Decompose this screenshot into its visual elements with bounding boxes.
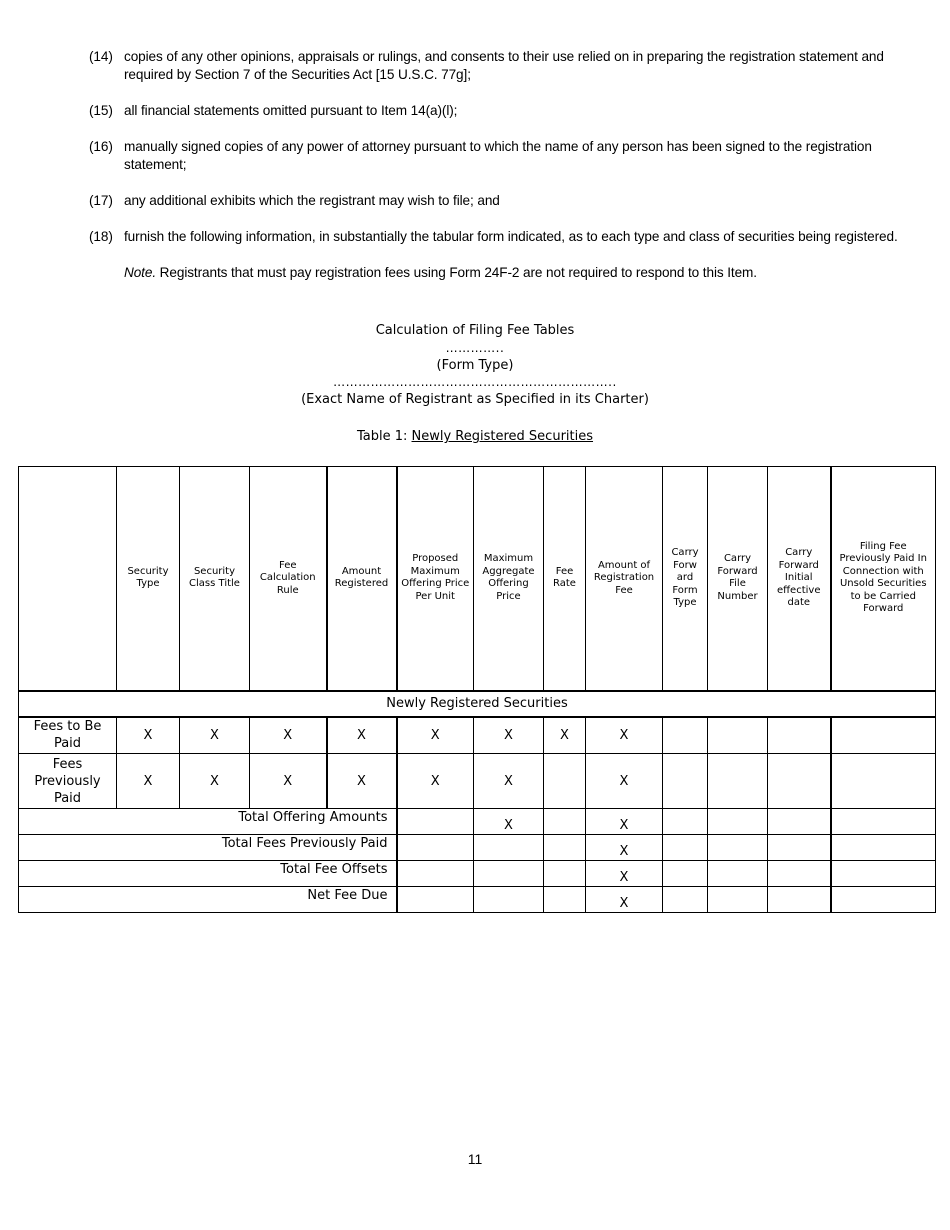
table-cell: X xyxy=(180,754,250,809)
item-text: furnish the following information, in substantially the tabular form indicated, as to each type and class of securities being registered. xyxy=(124,229,898,244)
form-type-label: (Form Type) xyxy=(436,357,514,373)
item-text: all financial statements omitted pursuant to Item 14(a)(l); xyxy=(124,103,458,118)
note-paragraph xyxy=(89,264,909,282)
header-cell: Fee Rate xyxy=(544,467,586,691)
table-cell xyxy=(831,835,936,861)
item-number: (14) xyxy=(89,49,113,64)
totals-label: Total Fees Previously Paid xyxy=(19,835,397,861)
table-cell xyxy=(544,887,586,913)
note-label: Note. xyxy=(124,265,156,280)
table-cell xyxy=(768,809,831,835)
table-cell: X xyxy=(327,717,397,754)
table-cell xyxy=(768,861,831,887)
header-cell: Amount Registered xyxy=(327,467,397,691)
table-row xyxy=(19,754,936,809)
table-cell xyxy=(708,809,768,835)
totals-row xyxy=(19,887,936,913)
table-cell xyxy=(663,861,708,887)
item-number: (17) xyxy=(89,193,113,208)
table-cell xyxy=(708,717,768,754)
fee-table xyxy=(18,466,936,913)
table-cell: X xyxy=(586,809,663,835)
table-cell xyxy=(544,861,586,887)
totals-row xyxy=(19,809,936,835)
heading-title: Calculation of Filing Fee Tables xyxy=(375,323,575,338)
table-cell: X xyxy=(586,887,663,913)
table-cell: X xyxy=(327,754,397,809)
table-cell xyxy=(768,835,831,861)
totals-label: Total Fee Offsets xyxy=(19,861,397,887)
table-cell: X xyxy=(474,809,544,835)
row-label: Fees to Be Paid xyxy=(19,717,117,754)
table-cell: X xyxy=(250,717,327,754)
table-cell xyxy=(474,861,544,887)
table-header-row xyxy=(19,467,936,691)
item-text: copies of any other opinions, appraisals or rulings, and consents to their use relied on in preparing the registration statement and required by Section 7 of the Securities Act [15 U.S.C. 77g]; xyxy=(124,49,884,82)
table-cell xyxy=(831,717,936,754)
table-cell xyxy=(768,754,831,809)
table-cell: X xyxy=(180,717,250,754)
totals-label: Net Fee Due xyxy=(19,887,397,913)
header-cell: Carry Forw ard Form Type xyxy=(663,467,708,691)
table-cell xyxy=(397,809,474,835)
table-cell xyxy=(544,754,586,809)
section-row xyxy=(19,691,936,717)
item-text: manually signed copies of any power of attorney pursuant to which the name of any person has been signed to the registration statement; xyxy=(124,139,872,172)
list-item xyxy=(89,192,909,210)
registrant-name-blank: ………………………………………………………….. xyxy=(333,375,617,389)
exhibit-list xyxy=(89,48,909,282)
header-cell: Carry Forward Initial effective date xyxy=(768,467,831,691)
table-row xyxy=(19,717,936,754)
header-cell: Filing Fee Previously Paid In Connection with Unsold Securities to be Carried Forward xyxy=(831,467,936,691)
table-cell xyxy=(708,835,768,861)
list-item xyxy=(89,138,909,174)
header-cell: Security Class Title xyxy=(180,467,250,691)
form-type-blank: ………….. xyxy=(445,340,505,355)
item-text: any additional exhibits which the registrant may wish to file; and xyxy=(124,193,500,208)
registrant-name-label: (Exact Name of Registrant as Specified in its Charter) xyxy=(301,392,649,407)
table-cell: X xyxy=(586,861,663,887)
table-cell xyxy=(708,754,768,809)
header-cell: Fee Calculation Rule xyxy=(250,467,327,691)
table-cell xyxy=(544,809,586,835)
table-cell xyxy=(663,754,708,809)
section-label: Newly Registered Securities xyxy=(19,691,936,717)
table-cell xyxy=(708,861,768,887)
table-cell: X xyxy=(586,717,663,754)
table-title xyxy=(0,429,950,444)
table-cell xyxy=(397,835,474,861)
page-number: 11 xyxy=(467,1151,483,1167)
table-cell xyxy=(831,887,936,913)
row-label: Fees Previously Paid xyxy=(19,754,117,809)
header-cell: Security Type xyxy=(117,467,180,691)
table-cell: X xyxy=(397,754,474,809)
item-number: (16) xyxy=(89,139,113,154)
table-cell xyxy=(474,835,544,861)
table-cell: X xyxy=(586,835,663,861)
table-title-prefix: Table 1: xyxy=(356,429,412,444)
item-number: (15) xyxy=(89,103,113,118)
table-cell xyxy=(831,861,936,887)
table-cell: X xyxy=(544,717,586,754)
totals-row xyxy=(19,835,936,861)
table-cell xyxy=(663,835,708,861)
fee-table-heading xyxy=(0,322,950,409)
list-item xyxy=(89,228,909,246)
table-cell: X xyxy=(397,717,474,754)
table-cell xyxy=(544,835,586,861)
table-cell: X xyxy=(250,754,327,809)
header-cell xyxy=(19,467,117,691)
table-cell: X xyxy=(474,754,544,809)
list-item xyxy=(89,48,909,84)
table-cell xyxy=(768,717,831,754)
table-cell xyxy=(474,887,544,913)
table-cell: X xyxy=(474,717,544,754)
list-item xyxy=(89,102,909,120)
item-number: (18) xyxy=(89,229,113,244)
table-cell: X xyxy=(117,754,180,809)
header-cell: Proposed Maximum Offering Price Per Unit xyxy=(397,467,474,691)
table-cell xyxy=(768,887,831,913)
totals-row xyxy=(19,861,936,887)
table-cell xyxy=(397,887,474,913)
table-cell: X xyxy=(117,717,180,754)
table-cell xyxy=(831,754,936,809)
table-cell xyxy=(663,717,708,754)
totals-label: Total Offering Amounts xyxy=(19,809,397,835)
header-cell: Carry Forward File Number xyxy=(708,467,768,691)
table-cell xyxy=(663,887,708,913)
table-title-underlined: Newly Registered Securities xyxy=(411,429,594,444)
note-text: Registrants that must pay registration fees using Form 24F-2 are not required to respond to this Item. xyxy=(156,265,757,280)
table-cell xyxy=(708,887,768,913)
table-cell: X xyxy=(586,754,663,809)
header-cell: Maximum Aggregate Offering Price xyxy=(474,467,544,691)
table-cell xyxy=(397,861,474,887)
table-cell xyxy=(663,809,708,835)
table-cell xyxy=(831,809,936,835)
header-cell: Amount of Registration Fee xyxy=(586,467,663,691)
